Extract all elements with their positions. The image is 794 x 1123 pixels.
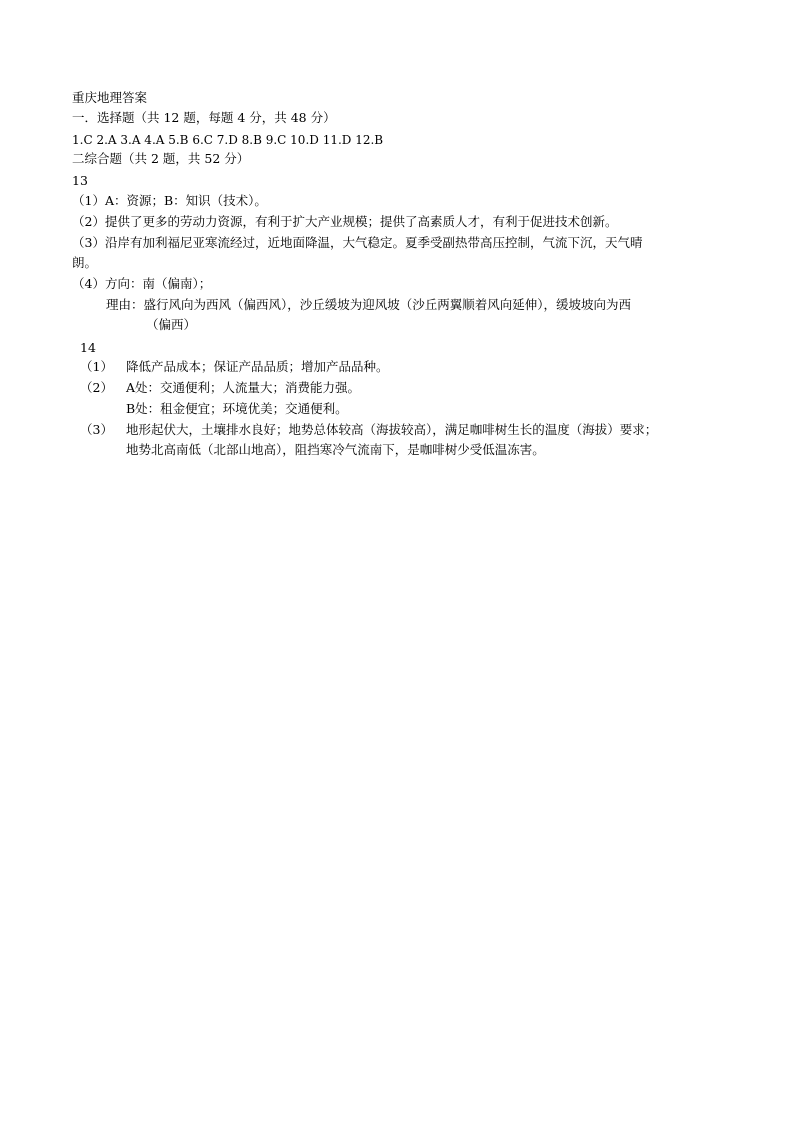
q14-part3-line2: 地势北高南低（北部山地高），阻挡寒冷气流南下，是咖啡树少受低温冻害。 (126, 442, 545, 457)
q14-part1-label: （1） (80, 359, 113, 374)
q13-part1: （1）A：资源；B：知识（技术）。 (72, 193, 267, 208)
q14-number: 14 (80, 340, 96, 355)
q14-part2-label: （2） (80, 380, 113, 395)
q13-part3-line2: 朗。 (72, 255, 98, 270)
section2-heading: 二综合题（共 2 题，共 52 分） (72, 151, 250, 166)
q14-part1-text: 降低产品成本；保证产品品质；增加产品品种。 (126, 359, 389, 374)
section1-answers: 1.C 2.A 3.A 4.A 5.B 6.C 7.D 8.B 9.C 10.D 11.D 12.B (72, 133, 384, 147)
q13-part4-line2: 理由：盛行风向为西风（偏西风），沙丘缓坡为迎风坡（沙丘两翼顺着风向延伸），缓坡坡向为西 (106, 297, 632, 312)
q13-part2: （2）提供了更多的劳动力资源，有利于扩大产业规模；提供了高素质人才，有利于促进技术创新。 (72, 214, 618, 229)
q14-part2-line2: B处：租金便宜；环境优美；交通便利。 (126, 401, 348, 416)
q14-part3-line1: 地形起伏大，土壤排水良好；地势总体较高（海拔较高），满足咖啡树生长的温度（海拔）要求； (126, 422, 658, 437)
q13-part3-line1: （3）沿岸有加利福尼亚寒流经过，近地面降温，大气稳定。夏季受副热带高压控制，气流下沉，天气晴 (72, 235, 643, 250)
q13-part4-line3: （偏西） (146, 317, 197, 332)
q14-part2-line1: A处：交通便利；人流量大；消费能力强。 (126, 380, 361, 395)
q13-number: 13 (72, 173, 88, 188)
document-title: 重庆地理答案 (72, 90, 148, 105)
section1-heading: 一．选择题（共 12 题，每题 4 分，共 48 分） (72, 110, 336, 125)
q14-part3-label: （3） (80, 422, 113, 437)
q13-part4-line1: （4）方向：南（偏南）； (72, 276, 212, 291)
